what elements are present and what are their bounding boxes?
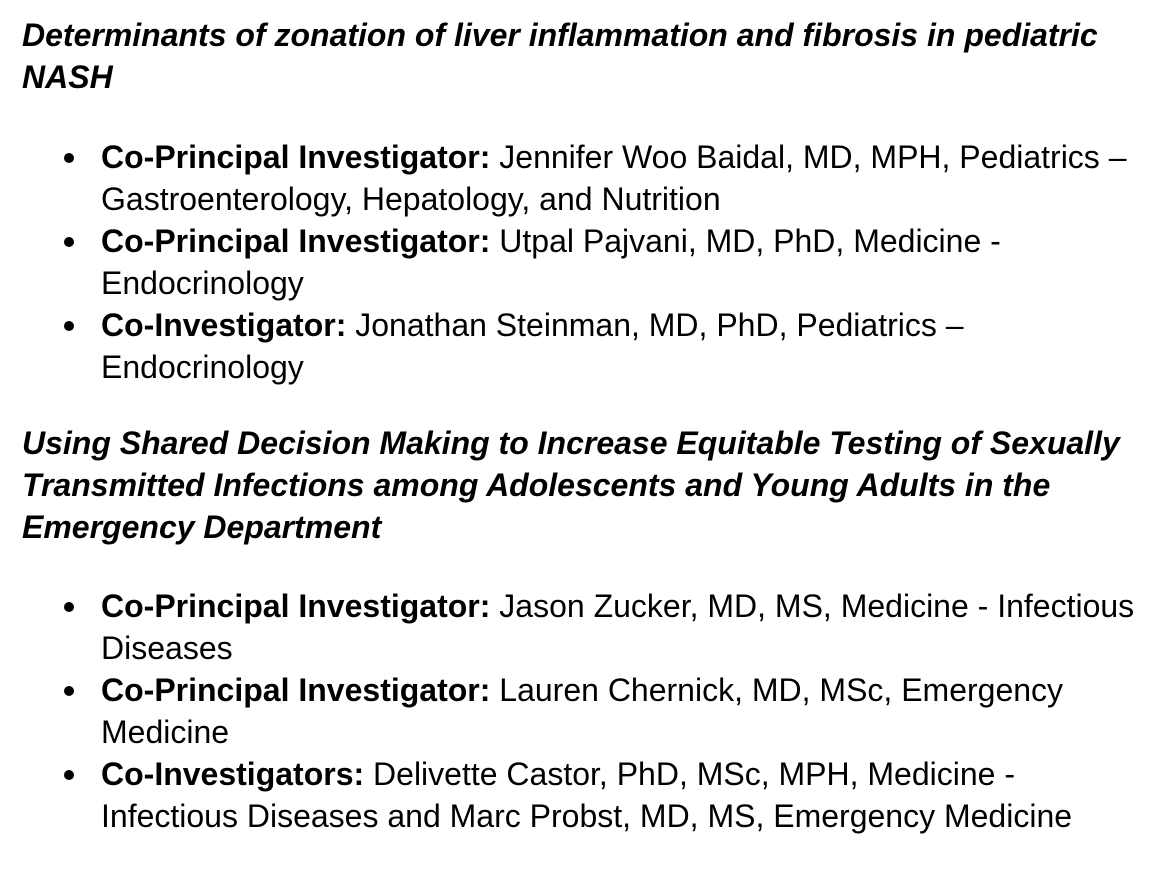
investigator-item (0, 220, 1141, 304)
bullet-icon (64, 321, 74, 331)
bullet-icon (64, 237, 74, 247)
investigator-details: Delivette Castor, PhD, MSc, MPH, Medicine - Infectious Diseases and Marc Probst, MD, MS, Emergency Medicine (101, 756, 1073, 834)
investigator-details: Jason Zucker, MD, MS, Medicine - Infectious Diseases (101, 588, 1135, 666)
project-title: Determinants of zonation of liver inflammation and fibrosis in pediatric NASH (22, 17, 1098, 95)
bullet-icon (64, 602, 74, 612)
bullet-icon (64, 770, 74, 780)
investigator-item (0, 304, 1141, 388)
investigator-role: Co-Investigators: (101, 756, 365, 792)
investigator-details: Lauren Chernick, MD, MSc, Emergency Medicine (101, 672, 1064, 750)
investigator-details: Jonathan Steinman, MD, PhD, Pediatrics – Endocrinology (101, 307, 964, 385)
investigator-role: Co-Principal Investigator: (101, 672, 491, 708)
investigator-details: Utpal Pajvani, MD, PhD, Medicine - Endocrinology (101, 223, 1001, 301)
investigator-list (0, 136, 1160, 388)
investigator-role: Co-Principal Investigator: (101, 139, 491, 175)
investigator-list (0, 585, 1160, 837)
investigator-item (0, 753, 1141, 837)
investigator-role: Co-Investigator: (101, 307, 347, 343)
project-block (0, 14, 1160, 98)
bullet-icon (64, 686, 74, 696)
investigator-role: Co-Principal Investigator: (101, 223, 491, 259)
investigator-item (0, 136, 1141, 220)
investigator-details: Jennifer Woo Baidal, MD, MPH, Pediatrics – Gastroenterology, Hepatology, and Nutrition (101, 139, 1127, 217)
project-title: Using Shared Decision Making to Increase Equitable Testing of Sexually Transmitted Infections among Adolescents and Young Adults in the Emergency Department (22, 425, 1120, 545)
investigator-item (0, 585, 1141, 669)
project-block (0, 422, 1160, 548)
bullet-icon (64, 153, 74, 163)
investigator-item (0, 669, 1141, 753)
investigator-role: Co-Principal Investigator: (101, 588, 491, 624)
